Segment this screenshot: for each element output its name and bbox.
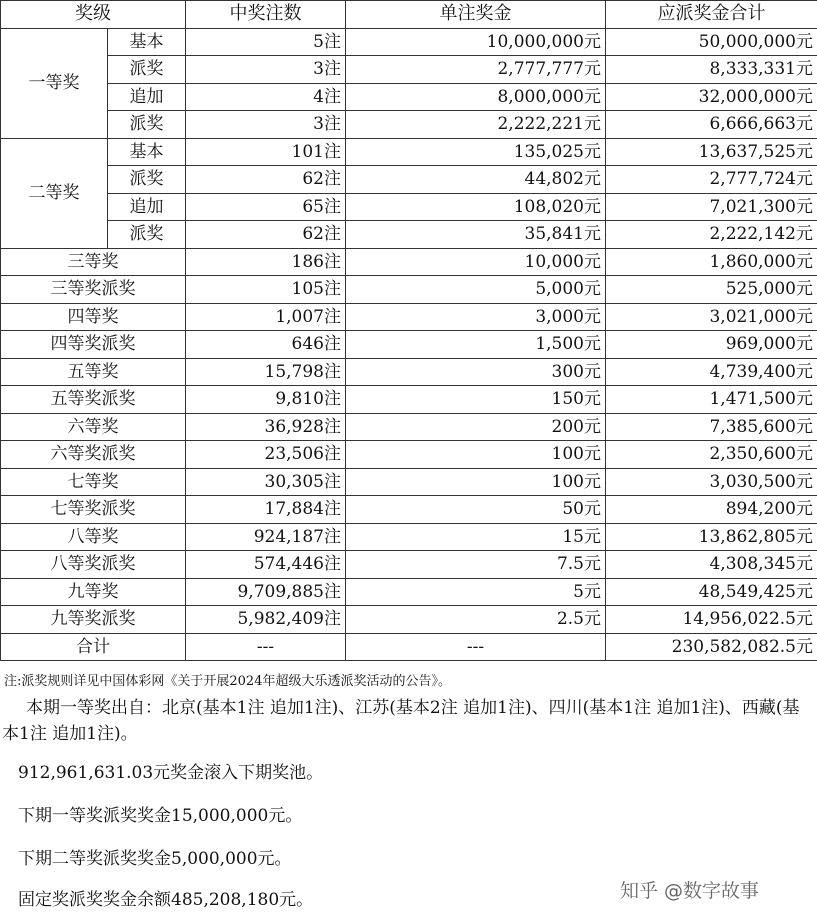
unit-prize: 200元 xyxy=(346,413,606,441)
prize-level-label: 合计 xyxy=(1,633,186,661)
prize-level-label: 六等奖派奖 xyxy=(1,441,186,469)
winner-count: 186注 xyxy=(186,248,346,276)
table-row xyxy=(1,83,817,111)
unit-prize: 108,020元 xyxy=(346,193,606,221)
second-prize-group xyxy=(1,138,817,248)
total-prize: 2,777,724元 xyxy=(606,166,817,194)
table-row xyxy=(1,606,817,634)
unit-prize: 150元 xyxy=(346,386,606,414)
rollover-text: 912,961,631.03元奖金滚入下期奖池。 xyxy=(18,763,324,783)
winner-count: 574,446注 xyxy=(186,551,346,579)
total-prize: 4,308,345元 xyxy=(606,551,817,579)
prize-sub-type: 基本 xyxy=(108,28,186,56)
zhihu-watermark: 知乎 @数字故事 xyxy=(620,880,760,902)
table-row xyxy=(1,331,817,359)
header-count: 中奖注数 xyxy=(186,1,346,29)
header-total-prize: 应派奖金合计 xyxy=(606,1,817,29)
footnote: 注:派奖规则详见中国体彩网《关于开展2024年超级大乐透派奖活动的公告》。 xyxy=(4,674,451,689)
unit-prize: 8,000,000元 xyxy=(346,83,606,111)
prize-sub-type: 追加 xyxy=(108,83,186,111)
table-row xyxy=(1,28,817,56)
total-prize: 2,222,142元 xyxy=(606,221,817,249)
unit-prize: 2,222,221元 xyxy=(346,111,606,139)
unit-prize: 5,000元 xyxy=(346,276,606,304)
prize-sub-type: 基本 xyxy=(108,138,186,166)
prize-level-label: 五等奖派奖 xyxy=(1,386,186,414)
winner-count: 9,810注 xyxy=(186,386,346,414)
prize-sub-type: 派奖 xyxy=(108,221,186,249)
table-row xyxy=(1,468,817,496)
unit-prize: 35,841元 xyxy=(346,221,606,249)
next-first-prize-bonus: 下期一等奖派奖奖金15,000,000元。 xyxy=(18,806,303,826)
total-prize: 7,021,300元 xyxy=(606,193,817,221)
unit-prize: 10,000,000元 xyxy=(346,28,606,56)
unit-prize: --- xyxy=(346,633,606,661)
unit-prize: 2.5元 xyxy=(346,606,606,634)
total-prize: 230,582,082.5元 xyxy=(606,633,817,661)
other-prize-rows xyxy=(1,248,817,661)
unit-prize: 3,000元 xyxy=(346,303,606,331)
table-row xyxy=(1,193,817,221)
winner-count: 17,884注 xyxy=(186,496,346,524)
unit-prize: 300元 xyxy=(346,358,606,386)
winner-count: 924,187注 xyxy=(186,523,346,551)
winner-count: --- xyxy=(186,633,346,661)
fixed-prize-balance: 固定奖派奖奖金余额485,208,180元。 xyxy=(18,890,314,910)
unit-prize: 10,000元 xyxy=(346,248,606,276)
prize-level-label: 九等奖派奖 xyxy=(1,606,186,634)
total-prize: 50,000,000元 xyxy=(606,28,817,56)
unit-prize: 7.5元 xyxy=(346,551,606,579)
table-row xyxy=(1,166,817,194)
prize-level-label: 七等奖派奖 xyxy=(1,496,186,524)
table-row xyxy=(1,276,817,304)
total-prize: 3,021,000元 xyxy=(606,303,817,331)
unit-prize: 2,777,777元 xyxy=(346,56,606,84)
total-prize: 8,333,331元 xyxy=(606,56,817,84)
winner-count: 23,506注 xyxy=(186,441,346,469)
prize-level-label: 五等奖 xyxy=(1,358,186,386)
prize-sub-type: 追加 xyxy=(108,193,186,221)
prize-sub-type: 派奖 xyxy=(108,56,186,84)
prize-level-label: 八等奖派奖 xyxy=(1,551,186,579)
table-row xyxy=(1,56,817,84)
table-row xyxy=(1,523,817,551)
unit-prize: 50元 xyxy=(346,496,606,524)
table-row xyxy=(1,413,817,441)
total-prize: 2,350,600元 xyxy=(606,441,817,469)
winner-count: 62注 xyxy=(186,221,346,249)
next-second-prize-bonus: 下期二等奖派奖奖金5,000,000元。 xyxy=(18,849,292,869)
table-row xyxy=(1,138,817,166)
total-prize: 6,666,663元 xyxy=(606,111,817,139)
unit-prize: 5元 xyxy=(346,578,606,606)
prize-level-label: 七等奖 xyxy=(1,468,186,496)
table-header-row xyxy=(1,1,817,29)
winner-count: 36,928注 xyxy=(186,413,346,441)
prize-level-label: 九等奖 xyxy=(1,578,186,606)
winner-count: 65注 xyxy=(186,193,346,221)
header-unit-prize: 单注奖金 xyxy=(346,1,606,29)
table-row xyxy=(1,221,817,249)
prize-level-label: 二等奖 xyxy=(1,138,108,248)
winner-count: 4注 xyxy=(186,83,346,111)
total-prize: 3,030,500元 xyxy=(606,468,817,496)
table-row xyxy=(1,303,817,331)
table-row xyxy=(1,496,817,524)
table-row xyxy=(1,111,817,139)
table-row xyxy=(1,386,817,414)
winner-count: 105注 xyxy=(186,276,346,304)
total-prize: 1,471,500元 xyxy=(606,386,817,414)
winner-count: 646注 xyxy=(186,331,346,359)
total-prize: 48,549,425元 xyxy=(606,578,817,606)
table-row xyxy=(1,633,817,661)
first-prize-origin: 本期一等奖出自：北京(基本1注 追加1注)、江苏(基本2注 追加1注)、四川(基本1注 追加1注)、西藏(基本1注 追加1注)。 xyxy=(2,698,800,744)
total-prize: 13,637,525元 xyxy=(606,138,817,166)
prize-level-label: 六等奖 xyxy=(1,413,186,441)
total-prize: 13,862,805元 xyxy=(606,523,817,551)
first-prize-group xyxy=(1,28,817,138)
total-prize: 7,385,600元 xyxy=(606,413,817,441)
prize-level-label: 四等奖派奖 xyxy=(1,331,186,359)
unit-prize: 1,500元 xyxy=(346,331,606,359)
total-prize: 4,739,400元 xyxy=(606,358,817,386)
unit-prize: 44,802元 xyxy=(346,166,606,194)
winner-count: 3注 xyxy=(186,56,346,84)
table-row xyxy=(1,248,817,276)
prize-level-label: 八等奖 xyxy=(1,523,186,551)
total-prize: 32,000,000元 xyxy=(606,83,817,111)
winner-count: 1,007注 xyxy=(186,303,346,331)
total-prize: 894,200元 xyxy=(606,496,817,524)
winner-count: 9,709,885注 xyxy=(186,578,346,606)
total-prize: 1,860,000元 xyxy=(606,248,817,276)
winner-count: 62注 xyxy=(186,166,346,194)
winner-count: 5,982,409注 xyxy=(186,606,346,634)
prize-level-label: 四等奖 xyxy=(1,303,186,331)
total-prize: 969,000元 xyxy=(606,331,817,359)
table-row xyxy=(1,441,817,469)
table-row xyxy=(1,551,817,579)
prize-level-label: 三等奖 xyxy=(1,248,186,276)
table-row xyxy=(1,578,817,606)
unit-prize: 15元 xyxy=(346,523,606,551)
prize-sub-type: 派奖 xyxy=(108,111,186,139)
winner-count: 101注 xyxy=(186,138,346,166)
unit-prize: 100元 xyxy=(346,441,606,469)
unit-prize: 100元 xyxy=(346,468,606,496)
table-row xyxy=(1,358,817,386)
unit-prize: 135,025元 xyxy=(346,138,606,166)
winner-count: 30,305注 xyxy=(186,468,346,496)
total-prize: 14,956,022.5元 xyxy=(606,606,817,634)
winner-count: 3注 xyxy=(186,111,346,139)
total-prize: 525,000元 xyxy=(606,276,817,304)
prize-level-label: 三等奖派奖 xyxy=(1,276,186,304)
header-level: 奖级 xyxy=(1,1,186,29)
winner-count: 15,798注 xyxy=(186,358,346,386)
prize-level-label: 一等奖 xyxy=(1,28,108,138)
winner-count: 5注 xyxy=(186,28,346,56)
prize-sub-type: 派奖 xyxy=(108,166,186,194)
